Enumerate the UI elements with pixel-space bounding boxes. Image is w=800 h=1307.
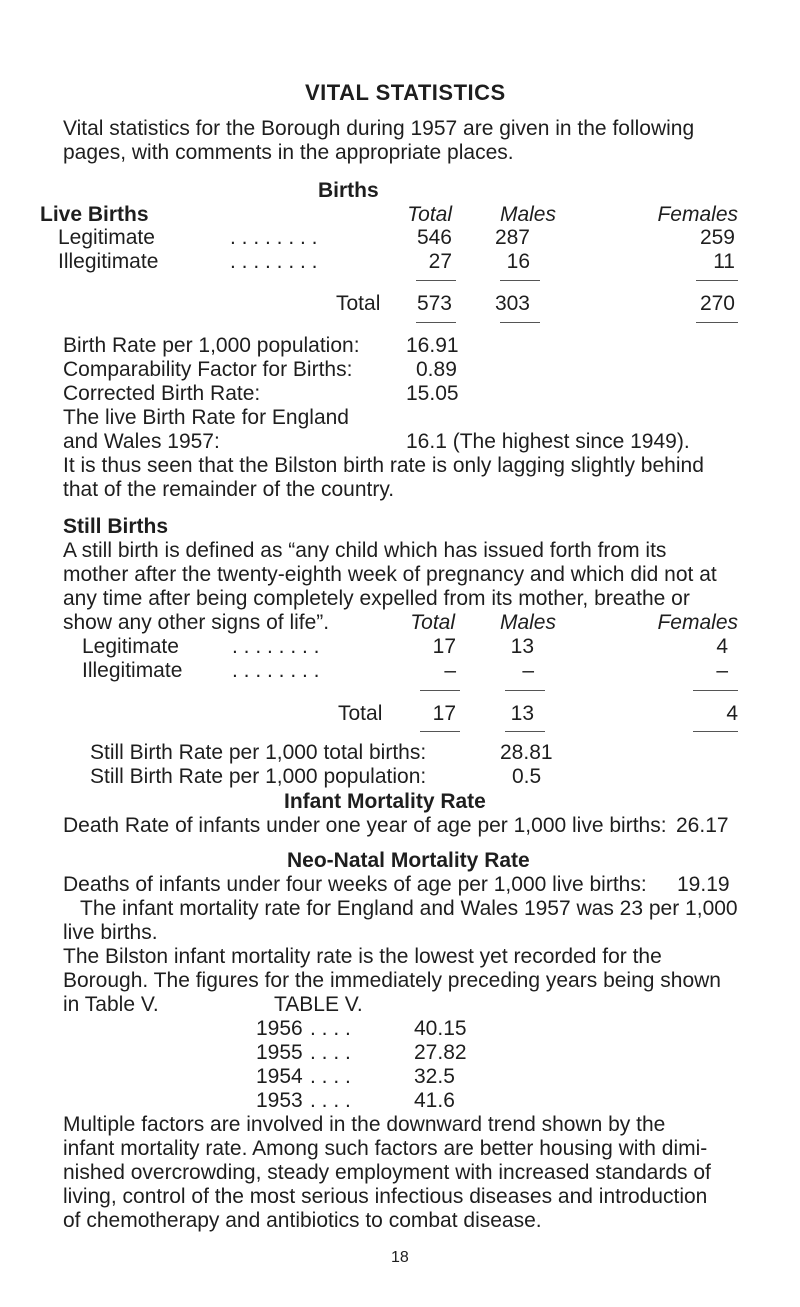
table-v-year: 1953 — [256, 1089, 303, 1112]
dot-leader: . . . . . . . . — [230, 250, 318, 273]
rule — [416, 322, 456, 323]
still-row-label: Legitimate — [82, 635, 179, 658]
rate-label: Corrected Birth Rate: — [63, 382, 261, 405]
still-rate-label: Still Birth Rate per 1,000 population: — [90, 765, 427, 788]
page-title: VITAL STATISTICS — [305, 80, 506, 105]
still-col-total: Total — [410, 611, 455, 634]
births-row-label: Legitimate — [58, 226, 155, 249]
still-males-cell: – — [522, 659, 534, 682]
rule — [693, 731, 738, 732]
still-females-cell: 4 — [716, 635, 728, 658]
still-females-cell: 4 — [726, 702, 738, 725]
bilston-line-1: The Bilston infant mortality rate is the lowest yet recorded for the — [63, 945, 662, 968]
still-males-cell: 13 — [510, 635, 534, 658]
rule — [420, 690, 460, 691]
births-col-females: Females — [657, 203, 738, 226]
england-rate-value: 16.1 (The highest since 1949). — [406, 430, 690, 453]
rate-value: 0.89 — [416, 358, 457, 381]
rate-value: 16.91 — [406, 334, 459, 357]
still-total-cell: 17 — [432, 702, 456, 725]
bilston-line-3: in Table V. — [63, 993, 159, 1016]
infant-mortality-value: 26.17 — [676, 814, 729, 837]
dot-leader: . . . . — [310, 1017, 351, 1040]
conclusion-line-1: Multiple factors are involved in the downward trend shown by the — [63, 1113, 666, 1136]
intro-line-1: Vital statistics for the Borough during 1957 are given in the following — [63, 117, 695, 140]
birth-comment-line-1: It is thus seen that the Bilston birth rate is only lagging slightly behind — [63, 454, 704, 477]
table-v-year: 1955 — [256, 1041, 303, 1064]
still-birth-definition-4: show any other signs of life”. — [63, 611, 330, 634]
births-total-cell: 27 — [428, 250, 452, 273]
rule — [696, 322, 738, 323]
births-total-label: Total — [336, 292, 381, 315]
still-births-heading: Still Births — [63, 515, 169, 538]
intro-line-2: pages, with comments in the appropriate places. — [63, 141, 514, 164]
conclusion-line-4: living, control of the most serious infectious diseases and introduction — [63, 1185, 708, 1208]
births-col-total: Total — [407, 203, 452, 226]
births-col-males: Males — [499, 203, 556, 226]
still-birth-definition-2: mother after the twenty-eighth week of pregnancy and which did not at — [63, 563, 717, 586]
conclusion-line-5: of chemotherapy and antibiotics to combat disease. — [63, 1209, 542, 1232]
rule — [500, 280, 540, 281]
table-v-year: 1956 — [256, 1017, 303, 1040]
dot-leader: . . . . . . . . — [232, 659, 320, 682]
rule — [416, 280, 456, 281]
rule — [696, 280, 738, 281]
still-col-males: Males — [499, 611, 556, 634]
rule — [693, 690, 738, 691]
still-females-cell: – — [716, 659, 728, 682]
infant-mortality-heading: Infant Mortality Rate — [284, 790, 486, 813]
neo-natal-line: Deaths of infants under four weeks of age per 1,000 live births: — [63, 873, 647, 896]
dot-leader: . . . . — [310, 1089, 351, 1112]
infant-mortality-line: Death Rate of infants under one year of age per 1,000 live births: — [63, 814, 667, 837]
england-infant-line-1: The infant mortality rate for England and Wales 1957 was 23 per 1,000 — [80, 897, 738, 920]
births-females-cell: 11 — [713, 250, 735, 273]
rate-label: Birth Rate per 1,000 population: — [63, 334, 360, 357]
dot-leader: . . . . — [310, 1065, 351, 1088]
neo-natal-heading: Neo-Natal Mortality Rate — [287, 849, 530, 872]
births-row-label: Illegitimate — [58, 250, 159, 273]
table-v-rate: 27.82 — [414, 1041, 467, 1064]
rule — [505, 690, 545, 691]
page-number: 18 — [391, 1249, 409, 1266]
rate-value: 15.05 — [406, 382, 459, 405]
dot-leader: . . . . — [310, 1041, 351, 1064]
still-total-cell: – — [444, 659, 456, 682]
dot-leader: . . . . . . . . — [232, 635, 320, 658]
conclusion-line-3: nished overcrowding, steady employment with increased standards of — [63, 1161, 711, 1184]
table-v-title: TABLE V. — [274, 993, 363, 1016]
england-rate-line-1: The live Birth Rate for England — [63, 406, 349, 429]
bilston-line-2: Borough. The figures for the immediately preceding years being shown — [63, 969, 721, 992]
still-birth-definition-1: A still birth is defined as “any child which has issued forth from its — [63, 539, 667, 562]
births-males-cell: 303 — [494, 292, 530, 315]
still-rate-value: 0.5 — [512, 765, 542, 788]
still-row-label: Illegitimate — [82, 659, 183, 682]
england-rate-label: and Wales 1957: — [63, 430, 220, 453]
rule — [500, 322, 540, 323]
table-v-rate: 41.6 — [414, 1089, 455, 1112]
dot-leader: . . . . . . . . — [230, 226, 318, 249]
still-birth-definition-3: any time after being completely expelled from its mother, breathe or — [63, 587, 690, 610]
birth-comment-line-2: that of the remainder of the country. — [63, 478, 395, 501]
table-v-rate: 40.15 — [414, 1017, 467, 1040]
births-females-cell: 270 — [699, 292, 735, 315]
rule — [505, 731, 545, 732]
still-males-cell: 13 — [510, 702, 534, 725]
still-rate-value: 28.81 — [500, 741, 553, 764]
still-total-label: Total — [338, 702, 383, 725]
births-females-cell: 259 — [699, 226, 735, 249]
still-col-females: Females — [657, 611, 738, 634]
births-males-cell: 287 — [494, 226, 530, 249]
england-infant-line-2: live births. — [63, 921, 158, 944]
births-heading: Births — [318, 179, 379, 202]
still-rate-label: Still Birth Rate per 1,000 total births: — [90, 741, 427, 764]
table-v-year: 1954 — [256, 1065, 303, 1088]
births-males-cell: 16 — [506, 250, 530, 273]
rule — [420, 731, 460, 732]
births-total-cell: 573 — [416, 292, 452, 315]
rate-label: Comparability Factor for Births: — [63, 358, 353, 381]
births-total-cell: 546 — [416, 226, 452, 249]
neo-natal-value: 19.19 — [677, 873, 730, 896]
conclusion-line-2: infant mortality rate. Among such factors are better housing with dimi- — [63, 1137, 708, 1160]
table-v-rate: 32.5 — [414, 1065, 455, 1088]
still-total-cell: 17 — [432, 635, 456, 658]
live-births-label: Live Births — [40, 203, 149, 226]
